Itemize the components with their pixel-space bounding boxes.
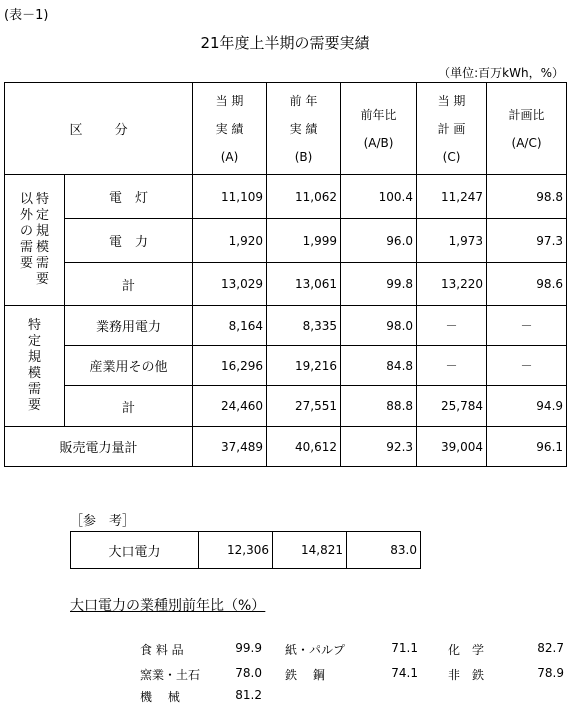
industry-name: 非 鉄 [448,668,485,682]
table-cell: 13,061 [267,263,341,306]
table-cell: 8,335 [267,306,341,346]
table-cell: 12,306 [199,532,273,569]
industry-value: 82.7 [537,641,564,655]
row-label: 産業用その他 [65,346,193,386]
industry-value: 78.0 [235,666,262,680]
table-row [71,532,421,569]
industry-value: 81.2 [235,688,262,702]
table-cell: 97.3 [487,219,567,263]
group1-label [5,175,65,306]
table-cell: 94.9 [487,386,567,427]
table-cell: － [417,346,487,386]
row-label: 計 [65,386,193,427]
table-cell: 1,999 [267,219,341,263]
table-cell: 39,004 [417,427,487,467]
row-label: 計 [65,263,193,306]
unit-note: （単位:百万kWh，%） [438,66,564,80]
table-row [5,219,567,263]
group2-label-col1: 特 定 規 模 需 要 [27,318,41,413]
table-cell: 1,973 [417,219,487,263]
table-cell: 13,029 [193,263,267,306]
table-cell: 98.8 [487,175,567,219]
group2-label [5,306,65,427]
table-row [5,175,567,219]
table-cell: 100.4 [341,175,417,219]
industry-name: 窯業・土石 [140,668,201,682]
table-cell: 14,821 [273,532,347,569]
table-cell: 25,784 [417,386,487,427]
table-cell: 96.1 [487,427,567,467]
table-cell: － [487,346,567,386]
row-label: 電 灯 [65,175,193,219]
col-header-plan-ratio: 計画比 (A/C) [487,83,567,175]
industry-value: 74.1 [391,666,418,680]
table-cell: 13,220 [417,263,487,306]
col-header-current-actual: 当 期 実 績 (A) [193,83,267,175]
table-cell: 88.8 [341,386,417,427]
col-header-yoy: 前年比 (A/B) [341,83,417,175]
table-tag: (表－1) [4,8,49,23]
industry-name: 化 学 [448,643,485,657]
table-cell: 16,296 [193,346,267,386]
table-cell: 99.8 [341,263,417,306]
table-row [5,306,567,346]
table-cell: 96.0 [341,219,417,263]
page-title: 21年度上半期の需要実績 [200,34,370,52]
header-row [5,83,567,175]
industry-title: 大口電力の業種別前年比（%） [70,598,266,614]
table-cell: 1,920 [193,219,267,263]
corner-label: 区 分 [5,83,193,175]
table-cell: 11,109 [193,175,267,219]
col-header-plan: 当 期 計 画 (C) [417,83,487,175]
table-cell: 83.0 [347,532,421,569]
table-cell: 8,164 [193,306,267,346]
total-label: 販売電力量計 [5,427,193,467]
table-cell: 98.6 [487,263,567,306]
reference-table [70,531,421,569]
reference-label: 大口電力 [71,532,199,569]
table-cell: 92.3 [341,427,417,467]
table-cell: 11,062 [267,175,341,219]
table-row [5,263,567,306]
total-row [5,427,567,467]
industry-name: 鉄 鋼 [285,668,325,682]
table-row [5,346,567,386]
table-cell: － [417,306,487,346]
table-cell: 40,612 [267,427,341,467]
demand-table [4,82,567,467]
industry-value: 71.1 [391,641,418,655]
col-header-prev-actual: 前 年 実 績 (B) [267,83,341,175]
table-cell: 84.8 [341,346,417,386]
group1-label-col1: 特 定 規 模 需 要 [35,192,49,287]
table-row [5,386,567,427]
table-cell: － [487,306,567,346]
industry-name: 食 料 品 [140,643,184,657]
table-cell: 37,489 [193,427,267,467]
row-label: 電 力 [65,219,193,263]
table-cell: 27,551 [267,386,341,427]
row-label: 業務用電力 [65,306,193,346]
reference-heading: ［参 考］ [70,514,136,529]
group1-label-col2: 以 外 の 需 要 [19,192,33,271]
industry-name: 紙・パルプ [285,643,346,657]
table-cell: 19,216 [267,346,341,386]
table-cell: 11,247 [417,175,487,219]
table-cell: 24,460 [193,386,267,427]
industry-value: 99.9 [235,641,262,655]
industry-value: 78.9 [537,666,564,680]
table-cell: 98.0 [341,306,417,346]
industry-name: 機 械 [140,690,180,704]
